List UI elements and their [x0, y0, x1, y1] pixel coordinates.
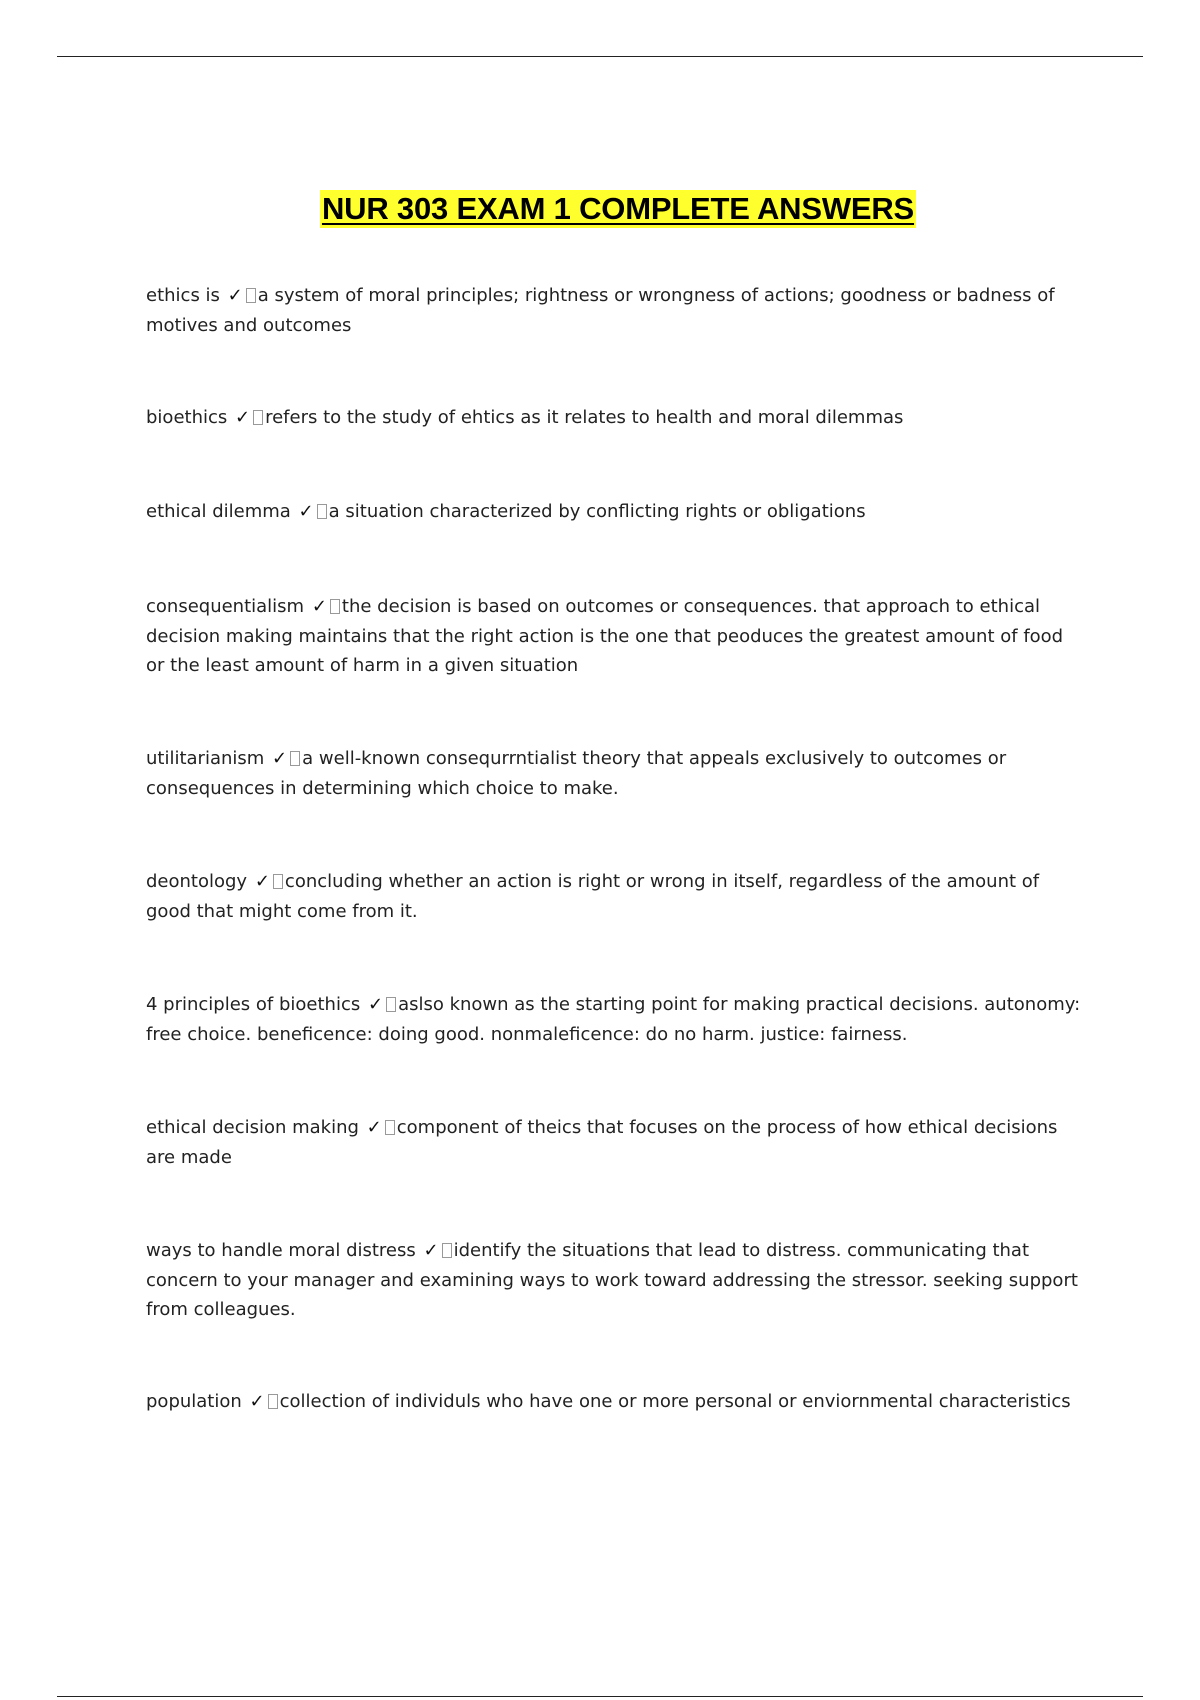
check-icon: ✓ [298, 501, 314, 522]
qa-term: ethical decision making [146, 1117, 359, 1138]
qa-term: utilitarianism [146, 748, 265, 769]
document-title: NUR 303 EXAM 1 COMPLETE ANSWERS [321, 191, 915, 226]
check-icon: ✓ [367, 994, 384, 1015]
check-icon: ✓ [311, 596, 327, 617]
qa-item-bioethics [146, 403, 1086, 433]
qa-item-ethics [146, 281, 1086, 340]
check-icon: ✓ [249, 1391, 265, 1412]
missing-glyph-box-icon [290, 751, 300, 766]
qa-item-utilitarianism [146, 744, 1086, 803]
missing-glyph-box-icon [386, 997, 396, 1012]
qa-term: bioethics [146, 407, 228, 428]
qa-item-deontology [146, 867, 1086, 926]
page-bottom-rule [57, 1696, 1143, 1697]
missing-glyph-box-icon [442, 1243, 452, 1258]
qa-item-ethical-dilemma [146, 497, 1086, 527]
check-icon: ✓ [227, 285, 243, 306]
title-container [0, 190, 1200, 228]
qa-definition: aslso known as the starting point for making practical decisions. autonomy: free choice. beneficence: doing good. nonmaleficence: do no harm. justice: fairness. [146, 994, 1081, 1045]
qa-term: deontology [146, 871, 248, 892]
qa-item-population [146, 1387, 1086, 1417]
check-icon: ✓ [272, 748, 288, 769]
qa-item-consequentialism [146, 592, 1086, 681]
qa-definition: a situation characterized by conflicting rights or obligations [328, 501, 866, 522]
page-top-rule [57, 56, 1143, 57]
missing-glyph-box-icon [273, 874, 283, 889]
check-icon: ✓ [235, 407, 251, 428]
qa-definition: identify the situations that lead to distress. communicating that concern to your manager and examining ways to work toward addressing the stressor. seeking support from colleagues. [146, 1240, 1078, 1320]
missing-glyph-box-icon [268, 1394, 278, 1409]
qa-term: ethical dilemma [146, 501, 291, 522]
qa-definition: collection of individuls who have one or more personal or enviornmental characteristics [279, 1391, 1071, 1412]
qa-term: 4 principles of bioethics [146, 994, 361, 1015]
missing-glyph-box-icon [253, 410, 263, 425]
qa-definition: concluding whether an action is right or wrong in itself, regardless of the amount of good that might come from it. [146, 871, 1040, 922]
qa-term: ethics is [146, 285, 220, 306]
missing-glyph-box-icon [385, 1120, 395, 1135]
qa-definition: a well-known consequrrntialist theory that appeals exclusively to outcomes or consequences in determining which choice to make. [146, 748, 1007, 799]
qa-item-four-principles [146, 990, 1086, 1049]
check-icon: ✓ [254, 871, 270, 892]
missing-glyph-box-icon [246, 288, 256, 303]
missing-glyph-box-icon [330, 599, 340, 614]
missing-glyph-box-icon [317, 504, 327, 519]
qa-term: ways to handle moral distress [146, 1240, 416, 1261]
qa-term: population [146, 1391, 242, 1412]
qa-definition: a system of moral principles; rightness or wrongness of actions; goodness or badness of motives and outcomes [146, 285, 1055, 336]
qa-item-ethical-decision-making [146, 1113, 1086, 1172]
qa-term: consequentialism [146, 596, 305, 617]
qa-item-moral-distress [146, 1236, 1086, 1325]
qa-definition: refers to the study of ehtics as it relates to health and moral dilemmas [265, 407, 904, 428]
check-icon: ✓ [366, 1117, 382, 1138]
qa-definition: the decision is based on outcomes or consequences. that approach to ethical decision making maintains that the right action is the one that peoduces the greatest amount of food or the least amount of harm in a given situation [146, 596, 1064, 676]
qa-definition: component of theics that focuses on the process of how ethical decisions are made [146, 1117, 1058, 1168]
check-icon: ✓ [423, 1240, 439, 1261]
